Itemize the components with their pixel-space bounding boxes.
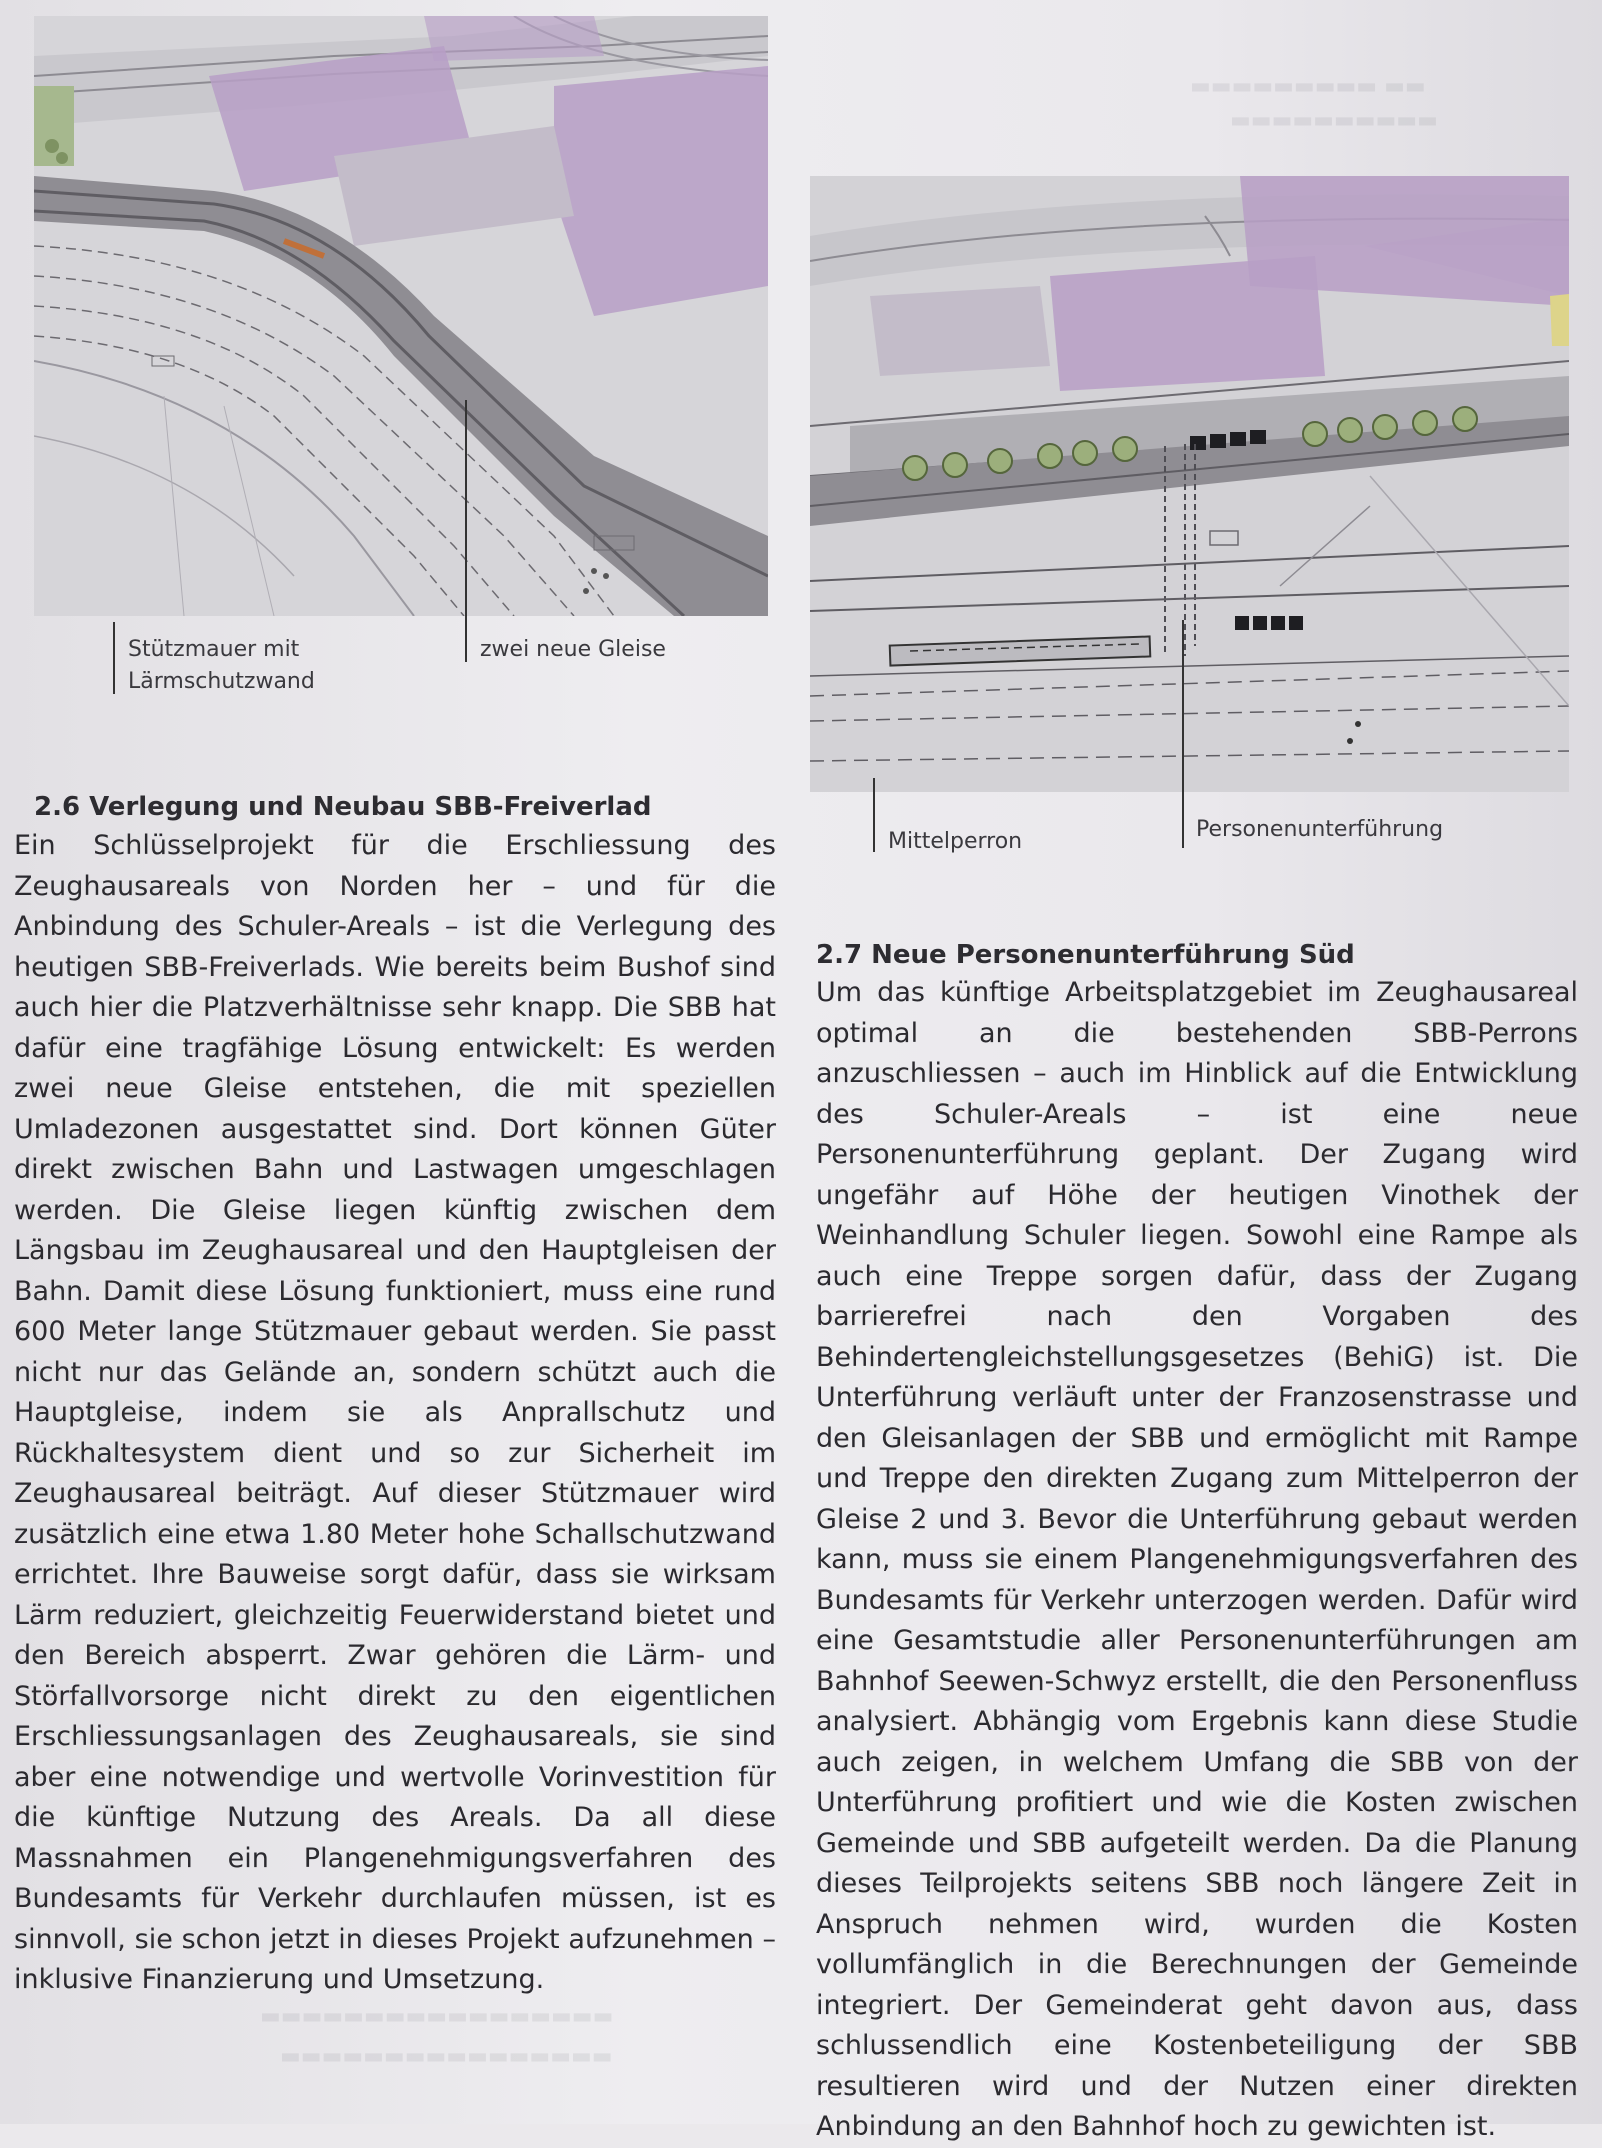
callout-line-stuetzmauer xyxy=(113,622,115,694)
caption-personenunterfuehrung: Personenunterführung xyxy=(1196,817,1444,842)
callout-line-mittelperron xyxy=(873,778,875,852)
heading-2-6: 2.6 Verlegung und Neubau SBB-Freiverlad xyxy=(34,792,652,822)
site-plan-unterfuehrung-drawing xyxy=(810,176,1569,792)
paragraph-2-7: Um das künftige Arbeitsplatzgebiet im Zeughausareal optimal an die bestehenden SBB-Perrons anzuschliessen – auch im Hinblick auf die Entwicklung des Schuler-Areals – ist eine neue Personenunterführung geplant. Der Zugang wird ungefähr auf Höhe der heutigen Vinothek der Weinhandlung Schuler liegen. Sowohl eine Rampe als auch eine Treppe sorgen dafür, dass der Zugang barrierefrei nach den Vorgaben des Behindertengleichstellungsgesetzes (BehiG) ist. Die Unterführung verläuft unter der Franzosenstrasse und den Gleisanlagen der SBB und ermöglicht mit Rampe und Treppe den direkten Zugang zum Mittelperron der Gleise 2 und 3. Bevor die Unterführung gebaut werden kann, muss sie einem Plangenehmigungsverfahren des Bundesamts für Verkehr unterzogen werden. Dafür wird eine Gesamtstudie aller Personenunterführungen am Bahnhof Seewen-Schwyz erstellt, die den Personenfluss analysiert. Abhängig vom Ergebnis kann diese Studie auch zeigen, in welchem Umfang die SBB von der Unterführung profitiert und wie die Kosten zwischen Gemeinde und SBB aufgeteilt werden. Da die Planung dieses Teilprojekts seitens SBB noch längere Zeit in Anspruch nehmen wird, wurden die Kosten vollumfänglich in die Berechnungen der Gemeinde integriert. Der Gemeinderat geht davon aus, dass schlussendlich eine Kostenbeteiligung der SBB resultieren wird und der Nutzen einer direkten Anbindung an den Bahnhof hoch zu gewichten ist. xyxy=(816,977,1578,2142)
paragraph-2-6: Ein Schlüsselprojekt für die Erschliessung des Zeughausareals von Norden her – und für die Anbindung des Schuler-Areals – ist die Verlegung des heutigen SBB-Freiverlads. Wie bereits beim Bushof sind auch hier die Platzverhältnisse sehr knapp. Die SBB hat dafür eine tragfähige Lösung entwickelt: Es werden zwei neue Gleise entstehen, die mit speziellen Umladezonen ausgestattet sind. Dort können Güter direkt zwischen Bahn und Lastwagen umgeschlagen werden. Die Gleise liegen künftig zwischen dem Längsbau im Zeughausareal und den Hauptgleisen der Bahn. Damit diese Lösung funktioniert, muss eine rund 600 Meter lange Stützmauer gebaut werden. Sie passt nicht nur das Gelände an, sondern schützt auch die Hauptgleise, indem sie als Anprallschutz und Rückhaltesystem dient und so zur Sicherheit im Zeughausareal beiträgt. Auf dieser Stützmauer wird zusätzlich eine etwa 1.80 Meter hohe Schallschutzwand errichtet. Ihre Bauweise sorgt dafür, dass sie wirksam Lärm reduziert, gleichzeitig Feuerwiderstand bietet und den Bereich absperrt. Zwar gehören die Lärm- und Störfallvorsorge nicht direkt zu den eigentlichen Erschliessungsanlagen des Zeughausareals, sie sind aber eine notwendige und wertvolle Vorinvestition für die künftige Nutzung des Areals. Da all diese Massnahmen ein Plangenehmigungsverfahren des Bundesamts für Verkehr durchlaufen müssen, ist es sinnvoll, sie schon jetzt in dieses Projekt aufzunehmen – inklusive Finanzierung und Umsetzung. xyxy=(14,830,776,1995)
callout-line-zwei-gleise xyxy=(465,400,467,662)
caption-mittelperron: Mittelperron xyxy=(888,829,1023,854)
caption-stuetzmauer-line2: Lärmschutzwand xyxy=(128,669,315,694)
bleed-through-text: ▬▬▬▬▬▬▬▬▬▬ xyxy=(1230,108,1438,133)
site-plan-unterfuehrung xyxy=(810,176,1569,792)
bleed-through-text: ▬▬▬▬▬▬▬▬▬ ▬▬ xyxy=(1190,74,1426,99)
caption-stuetzmauer xyxy=(128,634,315,698)
caption-zwei-neue-gleise: zwei neue Gleise xyxy=(480,637,666,662)
caption-stuetzmauer-line1: Stützmauer mit xyxy=(128,637,300,662)
heading-2-7: 2.7 Neue Personenunterführung Süd xyxy=(816,940,1355,970)
site-plan-freiverlad-drawing xyxy=(34,16,768,616)
callout-line-personenunterfuehrung xyxy=(1182,620,1184,848)
site-plan-freiverlad xyxy=(34,16,768,616)
bleed-through-text: ▬▬▬▬▬▬▬▬▬▬▬▬▬▬▬▬▬ xyxy=(260,2004,614,2029)
bleed-through-text: ▬▬▬▬▬▬▬▬▬▬▬▬▬▬▬▬ xyxy=(280,2044,613,2069)
